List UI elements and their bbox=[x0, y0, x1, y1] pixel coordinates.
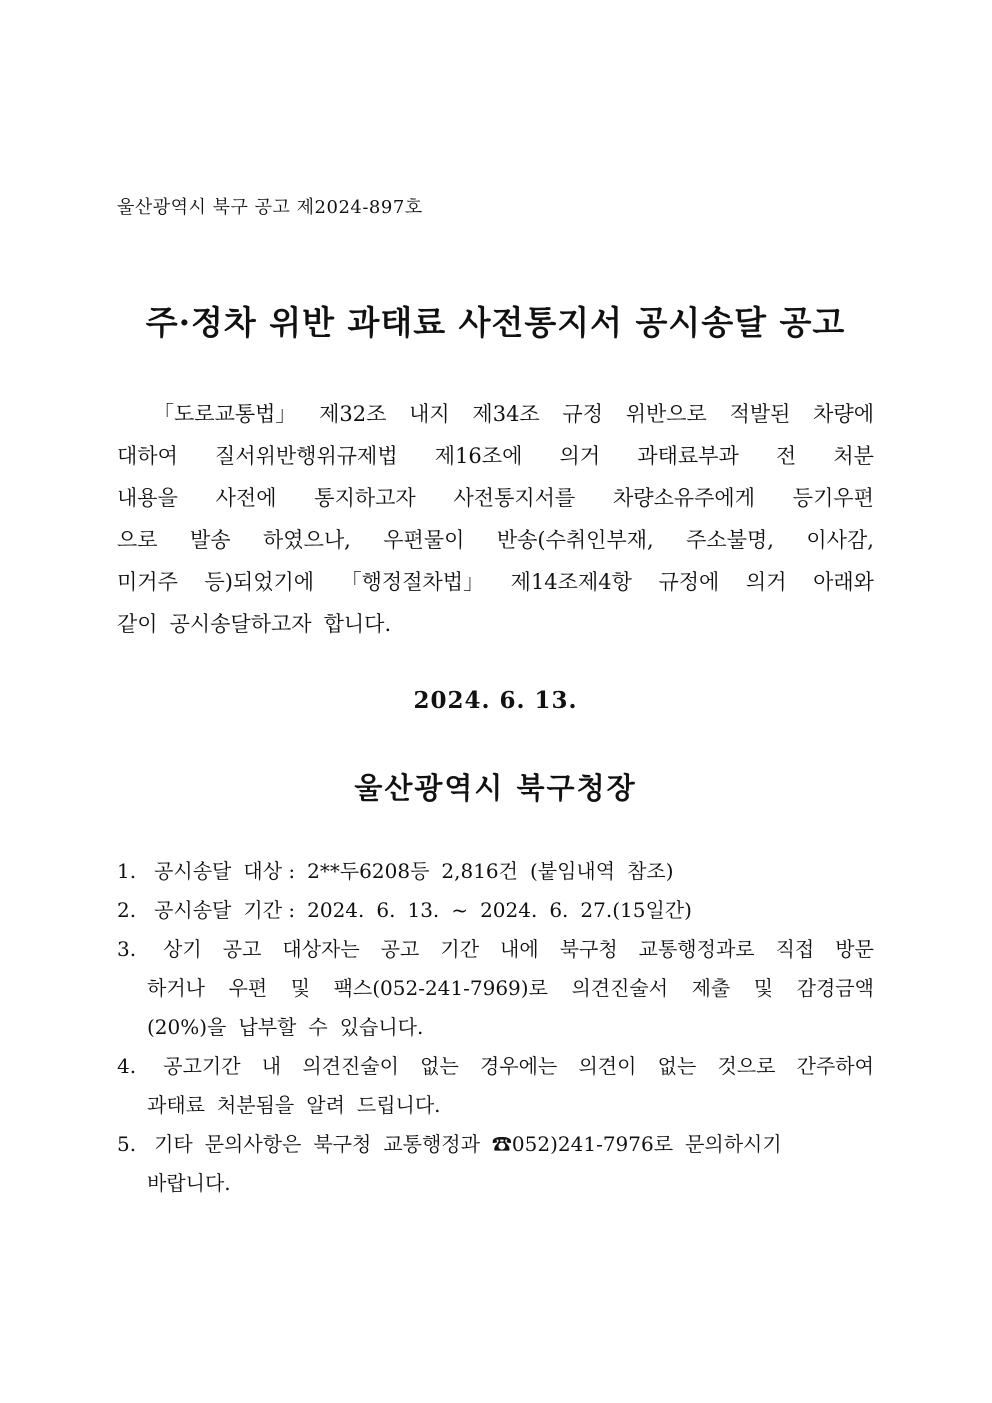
notice-date: 2024. 6. 13. bbox=[413, 687, 578, 714]
body-word: 주소불명, bbox=[686, 528, 774, 552]
list-item-word: 알려 bbox=[306, 1093, 345, 1117]
list-item-word: 과태료 bbox=[147, 1093, 205, 1117]
list-item-word: 2024. bbox=[480, 898, 538, 922]
body-word: 위반으로 bbox=[625, 402, 707, 426]
list-item-word: 참조) bbox=[627, 859, 674, 883]
body-word: 등)되었기에 bbox=[204, 570, 315, 594]
list-item-word: ☎052)241-7976로 bbox=[491, 1132, 674, 1156]
body-line bbox=[117, 561, 874, 603]
body-word: 내용을 bbox=[117, 486, 178, 510]
list-item-word: 공시송달 bbox=[154, 859, 232, 883]
list-item-word: 6. bbox=[549, 898, 569, 922]
list-item-word: 직접 bbox=[775, 937, 815, 961]
body-word: 사전통지서를 bbox=[453, 486, 576, 510]
notice-number: 울산광역시 북구 공고 제2024-897호 bbox=[117, 197, 423, 218]
body-line bbox=[117, 435, 874, 477]
list-item-word: 대상자는 bbox=[282, 937, 360, 961]
list-item-word: 대상 : bbox=[243, 859, 296, 883]
body-word: 처분 bbox=[833, 444, 874, 468]
list-item-word: 기타 bbox=[154, 1132, 193, 1156]
list-item-number: 1. bbox=[117, 859, 137, 883]
body-line bbox=[117, 393, 874, 435]
list-item-word: 없는 bbox=[657, 1054, 697, 1078]
body-word: 하였으나, bbox=[263, 528, 351, 552]
list-item-line bbox=[117, 930, 874, 969]
list-item-word: 및 bbox=[290, 976, 311, 1000]
list-item-word: 교통행정과 bbox=[383, 1132, 480, 1156]
list-item-word: 없는 bbox=[420, 1054, 459, 1078]
list-item-word: 처분됨을 bbox=[216, 1093, 295, 1117]
list-item-word: (20%)을 bbox=[147, 1015, 227, 1039]
list-item bbox=[117, 1047, 874, 1125]
body-word: 같이 bbox=[117, 612, 158, 636]
body-word: 차량에 bbox=[813, 402, 874, 426]
list-item-number: 4. bbox=[117, 1054, 137, 1078]
list-item-word: 공고기간 bbox=[163, 1054, 241, 1078]
page-title: 주·정차 위반 과태료 사전통지서 공시송달 공고 bbox=[145, 303, 846, 342]
list-item-word: 문의사항은 bbox=[204, 1132, 302, 1156]
body-word: 의거 bbox=[559, 444, 601, 468]
list-item-line bbox=[117, 1008, 874, 1047]
list-item-word: 북구청 bbox=[313, 1132, 372, 1156]
list-item-word: 및 bbox=[753, 976, 774, 1000]
body-word: 의거 bbox=[745, 570, 787, 594]
list-item bbox=[117, 852, 874, 891]
list-item-word: (붙임내역 bbox=[529, 859, 616, 883]
list-item-word: 기간 bbox=[440, 937, 480, 961]
list-item-word: 제출 bbox=[691, 976, 731, 1000]
body-word: 이사감, bbox=[806, 528, 874, 552]
list-item-line bbox=[117, 969, 874, 1008]
notice-body bbox=[117, 393, 874, 645]
list-item-word: ~ bbox=[451, 898, 469, 922]
list-item-word: 상기 bbox=[163, 937, 202, 961]
list-item-word: 문의하시기 bbox=[685, 1132, 782, 1156]
list-item-line bbox=[117, 1047, 874, 1086]
list-item bbox=[117, 891, 874, 930]
issuer-name: 울산광역시 북구청장 bbox=[354, 771, 637, 805]
list-item-word: 팩스(052-241-7969)로 bbox=[333, 976, 548, 1000]
list-item-word: 2,816건 bbox=[441, 859, 518, 883]
body-word: 통지하고자 bbox=[314, 486, 416, 510]
list-item-line bbox=[117, 1086, 874, 1125]
list-item-line bbox=[117, 891, 874, 930]
body-word: 제14조제4항 bbox=[510, 570, 632, 594]
body-word: 합니다. bbox=[323, 612, 392, 636]
body-word: 사전에 bbox=[215, 486, 277, 510]
list-item-word: 우편 bbox=[228, 976, 268, 1000]
body-word: 규정 bbox=[562, 402, 603, 426]
body-line bbox=[117, 519, 874, 561]
list-item-word: 2024. bbox=[307, 898, 365, 922]
body-word: 제34조 bbox=[472, 402, 540, 426]
list-item-word: 27.(15일간) bbox=[580, 898, 692, 922]
body-word: 으로 bbox=[117, 528, 158, 552]
list-item-word: 수 bbox=[308, 1015, 328, 1039]
body-word: 반송(수취인부재, bbox=[496, 528, 654, 552]
list-item-word: 공시송달 bbox=[154, 898, 232, 922]
list-item bbox=[117, 930, 874, 1047]
list-item-word: 방문 bbox=[835, 937, 874, 961]
list-item-word: 내 bbox=[261, 1054, 282, 1078]
list-item-word: 것으로 bbox=[717, 1054, 776, 1078]
body-word: 규정에 bbox=[658, 570, 720, 594]
body-word: 아래와 bbox=[813, 570, 874, 594]
list-item-word: 바랍니다. bbox=[147, 1171, 231, 1195]
list-item-word: 하거나 bbox=[147, 976, 205, 1000]
list-item-word: 납부할 bbox=[238, 1015, 297, 1039]
list-item-word: 의견진술이 bbox=[302, 1054, 399, 1078]
list-item-word: 13. bbox=[407, 898, 440, 922]
body-word: 질서위반행위규제법 bbox=[215, 444, 398, 468]
list-item-word: 내에 bbox=[500, 937, 539, 961]
list-item-word: 간주하여 bbox=[796, 1054, 874, 1078]
body-word: 제32조 bbox=[319, 402, 387, 426]
list-item-number: 5. bbox=[117, 1132, 137, 1156]
list-item-word: 기간 : bbox=[243, 898, 296, 922]
list-item-word: 교통행정과로 bbox=[638, 937, 755, 961]
list-item-word: 경우에는 bbox=[479, 1054, 558, 1078]
body-word: 「도로교통법」 bbox=[153, 402, 297, 426]
list-item-word: 의견이 bbox=[578, 1054, 637, 1078]
list-item-line bbox=[117, 852, 874, 891]
list-item-word: 감경금액 bbox=[796, 976, 874, 1000]
body-word: 차량소유주에게 bbox=[613, 486, 756, 510]
body-word: 등기우편 bbox=[792, 486, 874, 510]
list-item-word: 드립니다. bbox=[356, 1093, 441, 1117]
list-item-word: 의견진술서 bbox=[571, 976, 669, 1000]
list-item-line bbox=[117, 1164, 874, 1203]
list-item-word: 6. bbox=[376, 898, 396, 922]
body-word: 미거주 bbox=[117, 570, 178, 594]
body-word: 발송 bbox=[190, 528, 231, 552]
list-item bbox=[117, 1125, 874, 1203]
body-word: 대하여 bbox=[117, 444, 178, 468]
body-word: 전 bbox=[775, 444, 797, 468]
body-word: 내지 bbox=[409, 402, 450, 426]
body-word: 「행정절차법」 bbox=[340, 570, 485, 594]
body-line bbox=[117, 477, 874, 519]
list-item-word: 공고 bbox=[222, 937, 262, 961]
body-word: 과태료부과 bbox=[637, 444, 739, 468]
body-word: 제16조에 bbox=[434, 444, 523, 468]
list-item-word: 북구청 bbox=[559, 937, 618, 961]
notice-items-list bbox=[117, 852, 874, 1203]
list-item-word: 공고 bbox=[380, 937, 420, 961]
list-item-line bbox=[117, 1125, 874, 1164]
body-word: 적발된 bbox=[729, 402, 791, 426]
list-item-number: 3. bbox=[117, 937, 137, 961]
list-item-word: 있습니다. bbox=[339, 1015, 424, 1039]
body-word: 우편물이 bbox=[383, 528, 465, 552]
body-word: 공시송달하고자 bbox=[169, 612, 312, 636]
body-line bbox=[117, 603, 874, 645]
list-item-number: 2. bbox=[117, 898, 137, 922]
list-item-word: 2**두6208등 bbox=[307, 859, 430, 883]
